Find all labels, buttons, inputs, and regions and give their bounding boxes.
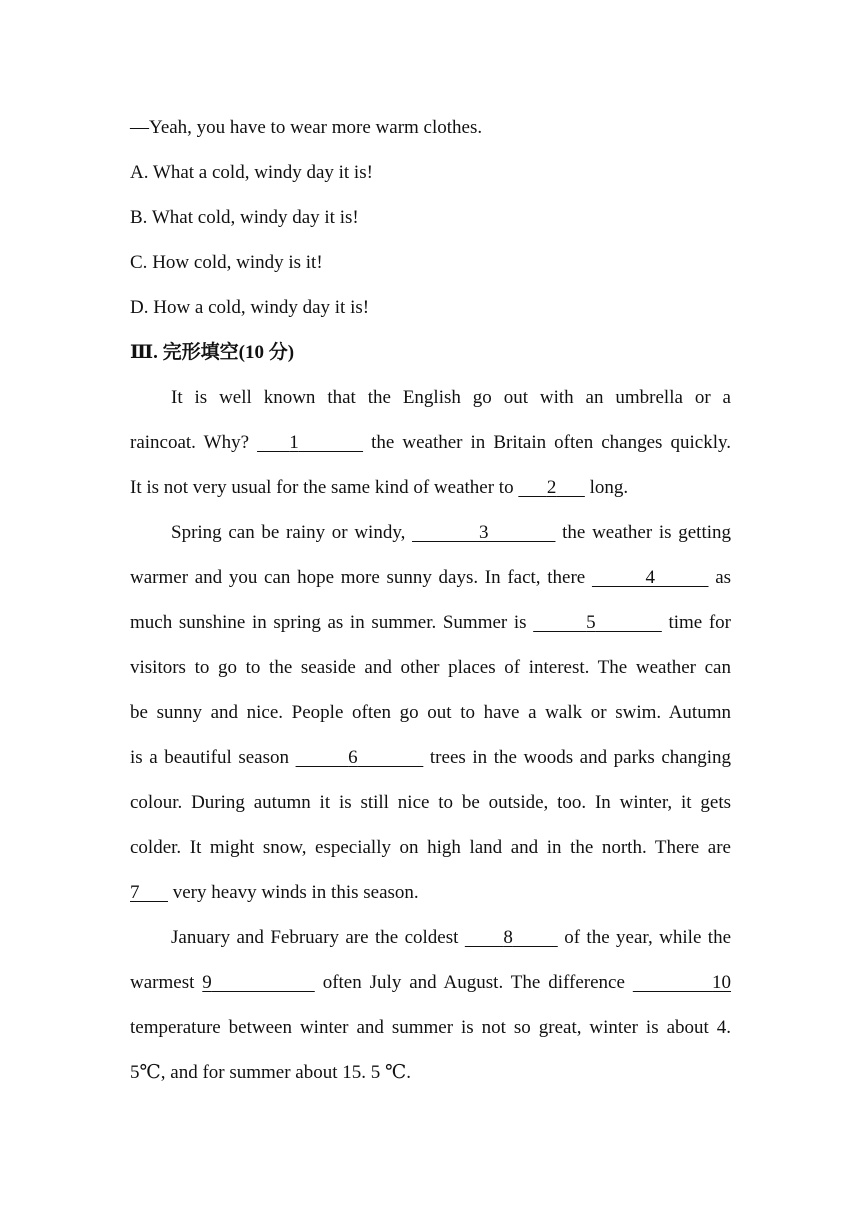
option-c [130,249,731,277]
blank-2-number: 2 [546,477,557,498]
blank-7-number: 7 [130,882,140,903]
p3-line-1 [130,924,731,952]
option-b-text: What cold, windy day it is! [151,207,359,228]
blank-9 [202,972,314,993]
option-d-label: D. [130,297,149,318]
option-a-label: A. [130,162,149,183]
option-b-label: B. [130,207,148,228]
p2-line-1-pre: Spring can be rainy or windy, [171,522,406,543]
p2-line-2 [130,564,731,592]
option-a [130,159,731,187]
blank-5-number: 5 [586,612,596,633]
option-d-text: How a cold, windy day it is! [153,297,370,318]
p2-line-3-pre: much sunshine in spring as in summer. Summer is [130,612,527,633]
blank-6-number: 6 [348,747,358,768]
option-a-text: What a cold, windy day it is! [152,162,373,183]
p2-line-7: colour. During autumn it is still nice to be outside, too. In winter, it gets [130,792,731,813]
blank-8-number: 8 [503,927,513,948]
blank-5 [533,612,662,633]
blank-10-number: 10 [712,972,732,993]
blank-2 [518,477,585,498]
p1-line-3-pre: It is not very usual for the same kind of weather to [130,477,514,498]
section-heading: Ⅲ. 完形填空(10 分) [130,342,295,363]
p2-line-1-post: the weather is getting [562,522,732,543]
option-d [130,294,731,322]
blank-4-number: 4 [645,567,655,588]
p3-line-2-pre: warmest [130,972,195,993]
p2-line-2-pre: warmer and you can hope more sunny days. In fact, there [130,567,586,588]
blank-3-number: 3 [479,522,489,543]
p1-line-2-post: the weather in Britain often changes quickly. [371,432,731,453]
blank-4 [592,567,709,588]
blank-3 [412,522,555,543]
option-b [130,204,731,232]
p2-line-5: be sunny and nice. People often go out to have a walk or swim. Autumn [130,702,731,723]
p2-line-8: colder. It might snow, especially on high land and in the north. There are [130,837,731,858]
option-c-label: C. [130,252,148,273]
p2-line-3-post: time for [668,612,731,633]
blank-7 [130,882,168,903]
p2-line-6-pre: is a beautiful season [130,747,289,768]
blank-6 [296,747,424,768]
p1-line-2-pre: raincoat. Why? [130,432,249,453]
p3-line-1-pre: January and February are the coldest [171,927,459,948]
p2-line-9-post: very heavy winds in this season. [172,882,419,903]
blank-1 [257,432,363,453]
p1-line-3 [130,474,731,502]
p2-line-3 [130,609,731,637]
blank-10 [633,972,731,993]
dialog-reply: —Yeah, you have to wear more warm clothes. [130,117,483,138]
p3-line-4: 5℃, and for summer about 15. 5 ℃. [130,1062,412,1083]
blank-8 [465,927,558,948]
p2-line-2-post: as [715,567,732,588]
p1-line-2 [130,429,731,457]
p2-line-9 [130,879,731,907]
option-c-text: How cold, windy is it! [152,252,323,273]
p2-line-4: visitors to go to the seaside and other places of interest. The weather can [130,657,731,678]
p2-line-6-post: trees in the woods and parks changing [429,747,732,768]
p3-line-1-post: of the year, while the [564,927,731,948]
blank-9-number: 9 [202,972,212,993]
p2-line-1 [130,519,731,547]
blank-1-number: 1 [289,432,299,453]
p2-line-6 [130,744,731,772]
p3-line-2 [130,969,731,997]
p1-line-1: It is well known that the English go out with an umbrella or a [171,387,731,408]
p1-line-3-post: long. [589,477,629,498]
p3-line-3: temperature between winter and summer is not so great, winter is about 4. [130,1017,731,1038]
p3-line-2-mid: often July and August. The difference [322,972,625,993]
